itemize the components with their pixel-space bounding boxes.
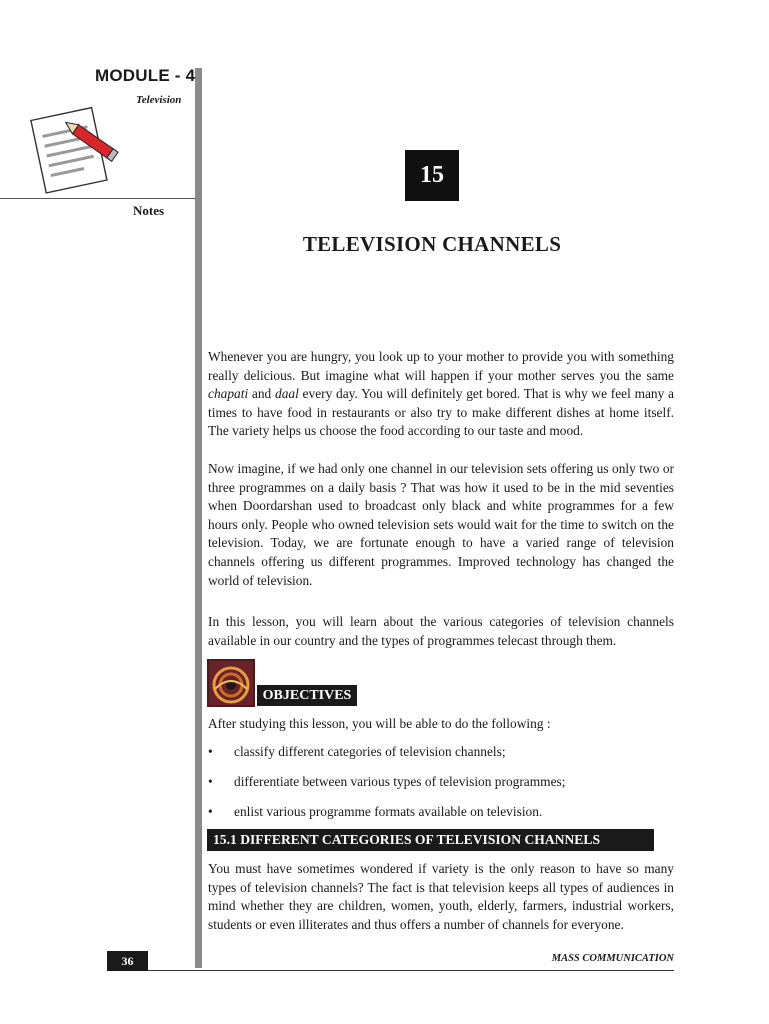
notes-label: Notes <box>133 203 165 218</box>
objective-text: enlist various programme formats available on television. <box>234 804 543 819</box>
objective-text: differentiate between various types of television programmes; <box>234 774 566 789</box>
margin-bar <box>195 68 202 968</box>
intro-paragraph-3: In this lesson, you will learn about the various categories of television channels available in our country and the types of programmes telecast through them. <box>208 614 674 648</box>
notepad-pencil-icon <box>20 100 130 195</box>
footer-rule <box>148 970 674 971</box>
objectives-heading: OBJECTIVES <box>256 685 357 706</box>
objectives-target-icon <box>207 659 255 707</box>
objectives-lead: After studying this lesson, you will be able to do the following : <box>208 716 551 731</box>
bullet-marker: • <box>208 804 213 819</box>
intro-paragraph-1: Whenever you are hungry, you look up to your mother to provide you with something really delicious. But imagine what will happen if your mother serves you the same chapati and daal every day. You will definitely get bored. That is why we feel many a times to have food in restaurants or also try to make different dishes at home itself. The variety helps us choose the food according to our taste and mood. <box>208 349 675 439</box>
section-heading: 15.1 DIFFERENT CATEGORIES OF TELEVISION CHANNELS <box>207 829 654 851</box>
chapter-title: TELEVISION CHANNELS <box>302 232 562 256</box>
notes-divider <box>0 198 195 199</box>
page-number: 36 <box>107 951 148 971</box>
bullet-marker: • <box>208 774 213 789</box>
objective-item <box>208 743 674 761</box>
section-paragraph: You must have sometimes wondered if variety is the only reason to have so many types of television channels? The fact is that television keeps all types of audiences in mind whether they are children, women, youth, elderly, farmers, industrial workers, students or even illiterates and thus offers a number of channels for everyone. <box>208 861 674 932</box>
objective-item <box>208 773 674 791</box>
bullet-marker: • <box>208 744 213 759</box>
chapter-number: 15 <box>405 150 459 201</box>
module-subtitle: Television <box>136 94 182 106</box>
objective-text: classify different categories of television channels; <box>234 744 506 759</box>
module-label: MODULE - 4 <box>95 66 196 85</box>
objective-item <box>208 803 674 821</box>
intro-paragraph-2: Now imagine, if we had only one channel in our television sets offering us only two or three programmes on a daily basis ? That was how it used to be in the mid seventies when Doordarshan used to broadcast only black and white programmes for a few hours only. People who owned television sets would wait for the time to switch on the television. Today, we are fortunate enough to have a varied range of television channels offering us different programmes. Improved technology has changed the world of television. <box>208 461 674 588</box>
footer-course: MASS COMMUNICATION <box>551 953 674 964</box>
